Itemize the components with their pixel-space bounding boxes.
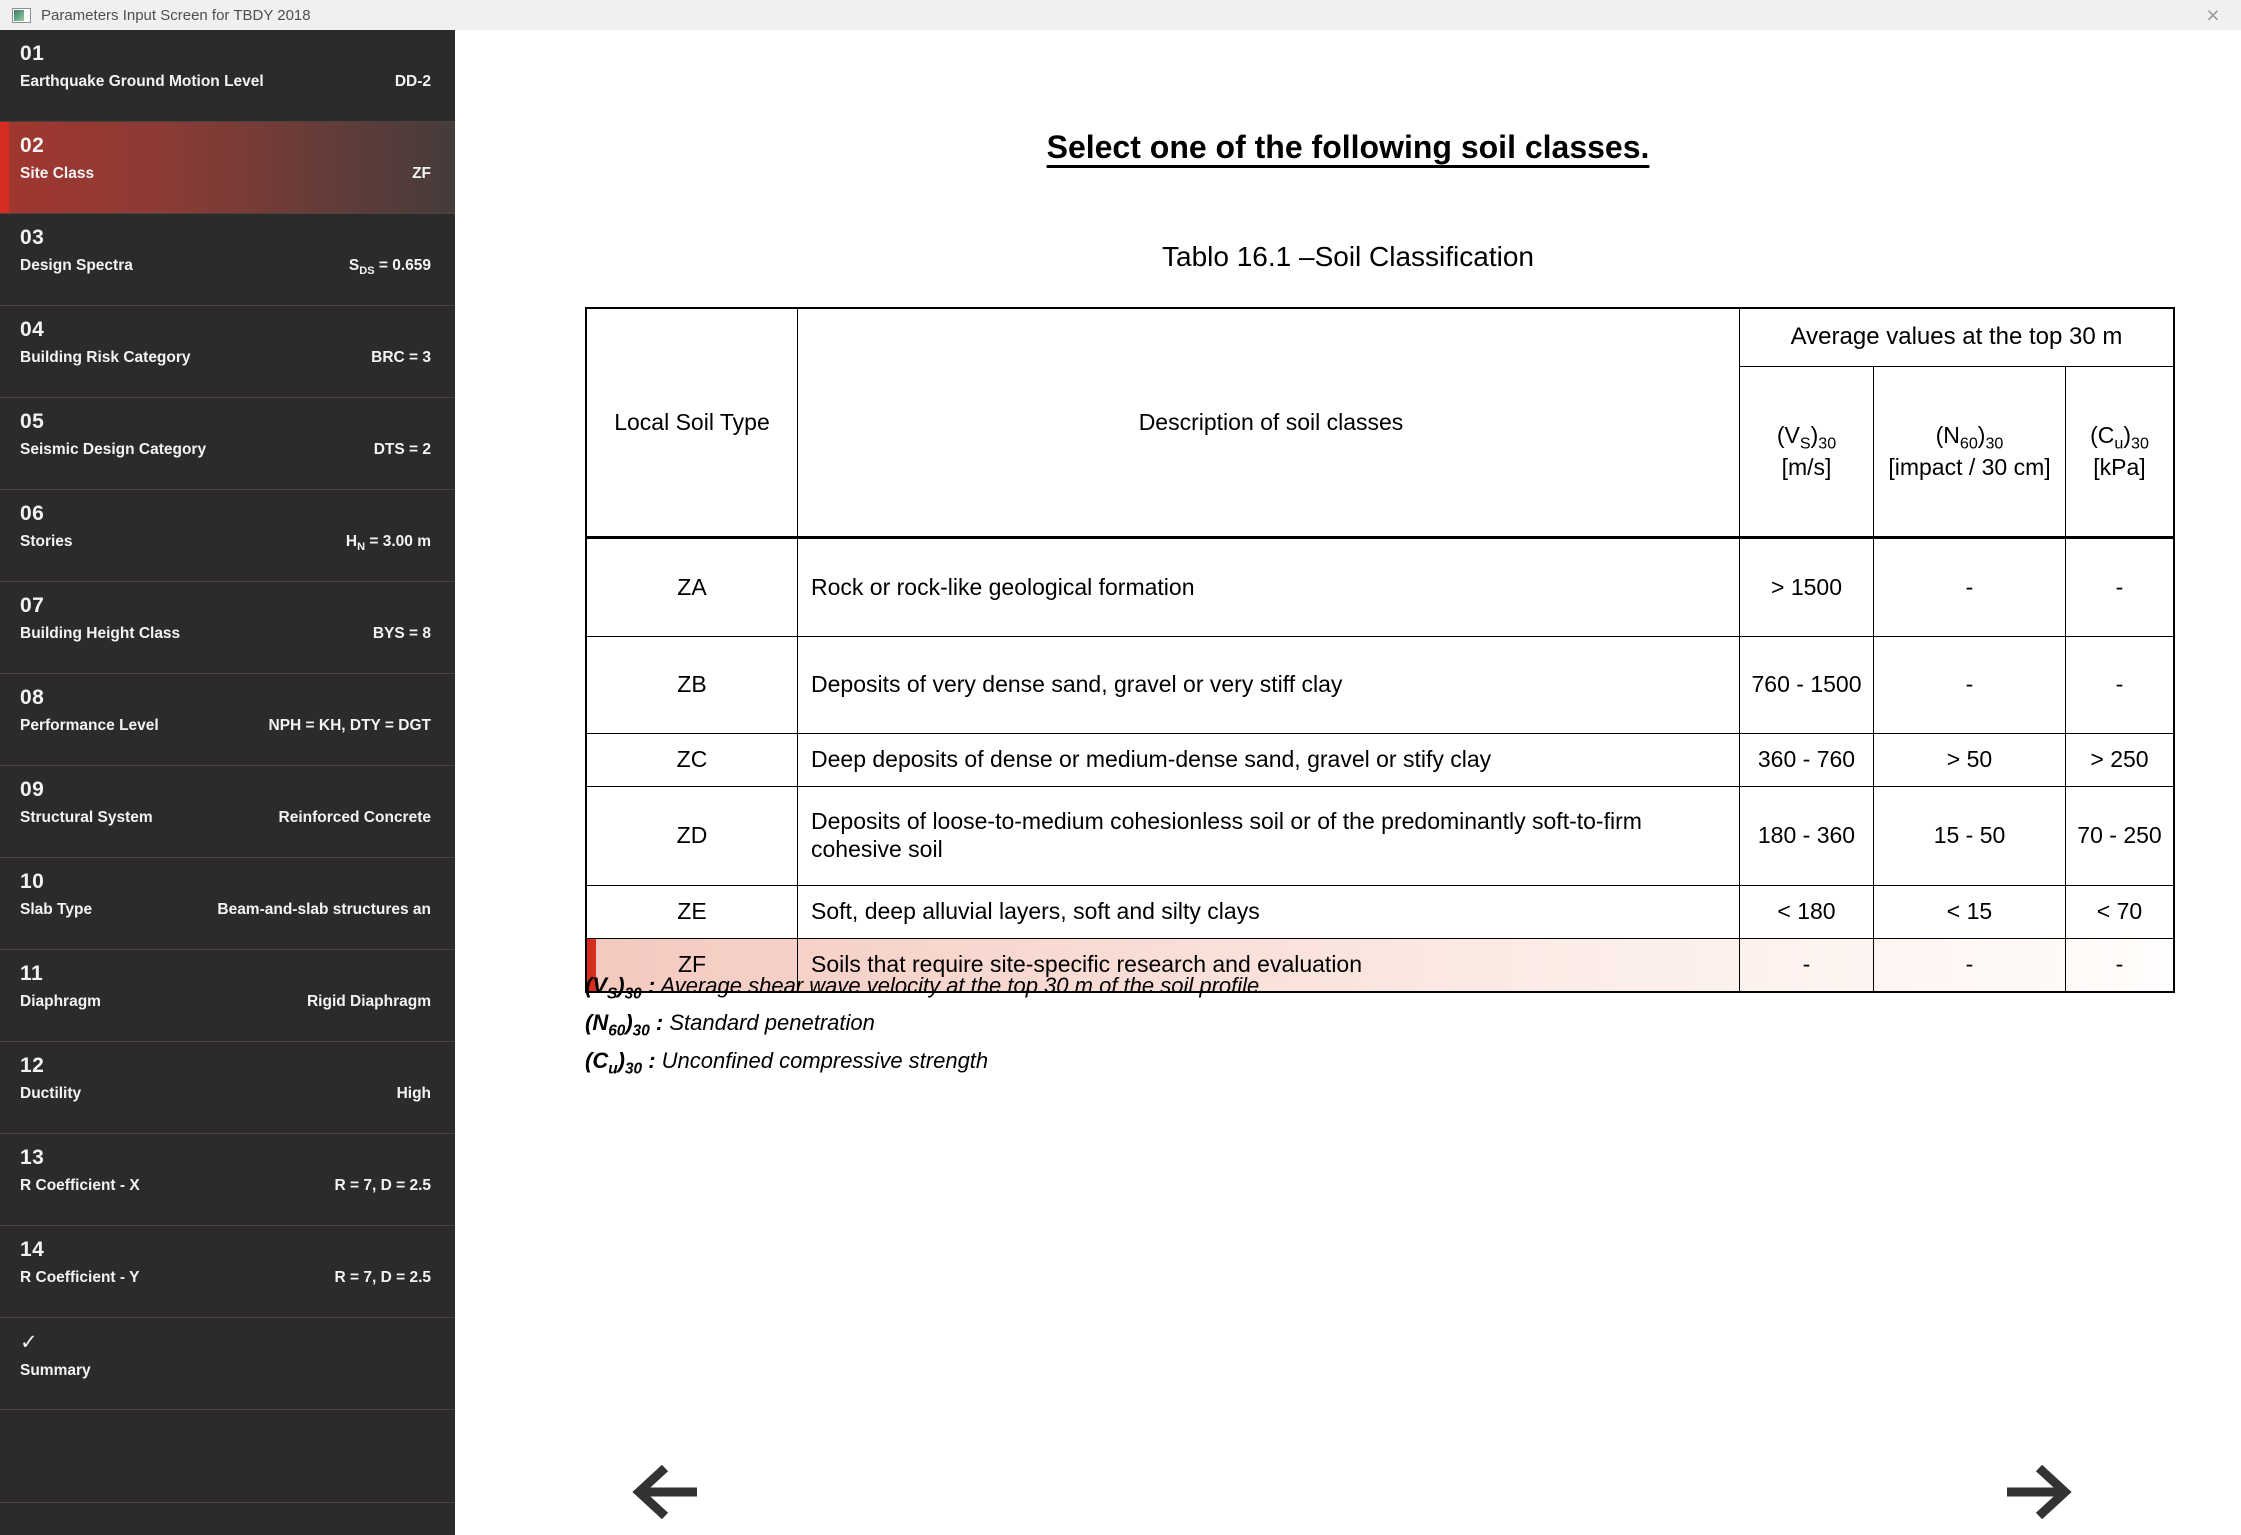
vs30-value-cell: 180 - 360 <box>1740 787 1874 886</box>
soil-description-cell: Deposits of very dense sand, gravel or very stiff clay <box>798 637 1740 734</box>
step-value: $S_{DS} = 0.659$ <box>348 257 431 278</box>
cu30-value-cell: - <box>2066 939 2175 993</box>
selected-indicator <box>0 122 9 213</box>
step-value: $H_N = 3.00$ m <box>345 533 431 554</box>
step-value: High <box>396 1085 431 1102</box>
cu30-value-cell: > 250 <box>2066 734 2175 787</box>
step-value: NPH = KH, DTY = DGT <box>268 717 431 734</box>
soil-classification-table <box>585 307 2175 993</box>
sidebar-item-seismic-design-category[interactable] <box>0 398 455 490</box>
next-button[interactable] <box>2005 1462 2077 1522</box>
content-area <box>455 30 2241 1535</box>
step-label: Building Risk Category <box>20 349 191 366</box>
sidebar-item-summary[interactable] <box>0 1318 455 1410</box>
step-value: ZF <box>412 165 431 182</box>
step-value: BRC = 3 <box>371 349 431 366</box>
soil-type-cell: ZD <box>586 787 798 886</box>
soil-class-row-zc[interactable] <box>586 734 2174 787</box>
soil-description-cell: Soils that require site-specific research and evaluation <box>798 939 1740 993</box>
soil-type-cell: ZF <box>586 939 798 993</box>
footnote-cu30 <box>585 1048 1259 1078</box>
soil-class-row-za[interactable] <box>586 538 2174 637</box>
n60-value-cell: > 50 <box>1874 734 2066 787</box>
column-header-n60-30: $(N_{60})_{30}$ [impact / 30 cm] <box>1874 367 2066 538</box>
footnote-text: Unconfined compressive strength <box>661 1047 989 1073</box>
step-label: Slab Type <box>20 901 93 918</box>
column-header-vs30: $(V_S)_{30}$ [m/s] <box>1740 367 1874 538</box>
step-label: Earthquake Ground Motion Level <box>20 73 264 90</box>
step-number: 13 <box>20 1146 45 1169</box>
cu30-value-cell: - <box>2066 637 2175 734</box>
step-value: R = 7, D = 2.5 <box>334 1177 431 1194</box>
footnote-symbol: $(V_S)_{30}$ : <box>585 973 656 1003</box>
step-label: Performance Level <box>20 717 159 734</box>
vs30-value-cell: 760 - 1500 <box>1740 637 1874 734</box>
n60-value-cell: < 15 <box>1874 886 2066 939</box>
table-caption: Tablo 16.1 –Soil Classification <box>1162 241 1534 272</box>
step-number: 06 <box>20 502 45 525</box>
soil-type-cell: ZE <box>586 886 798 939</box>
step-number: 09 <box>20 778 45 801</box>
sidebar-item-ductility[interactable] <box>0 1042 455 1134</box>
column-group-header-average-values: Average values at the top 30 m <box>1740 308 2175 367</box>
window-title: Parameters Input Screen for TBDY 2018 <box>41 6 311 24</box>
soil-class-row-zd[interactable] <box>586 787 2174 886</box>
cu30-value-cell: < 70 <box>2066 886 2175 939</box>
page-title: Select one of the following soil classes. <box>1046 129 1650 165</box>
table-footnotes <box>585 973 1259 1085</box>
sidebar-empty-slot <box>0 1410 455 1503</box>
close-window-button[interactable]: × <box>2206 1 2220 28</box>
sidebar-item-slab-type[interactable] <box>0 858 455 950</box>
n60-value-cell: 15 - 50 <box>1874 787 2066 886</box>
step-value: Beam-and-slab structures an <box>217 901 431 918</box>
soil-description-cell: Rock or rock-like geological formation <box>798 538 1740 637</box>
step-label: Stories <box>20 533 73 550</box>
sidebar-item-r-coefficient-x[interactable] <box>0 1134 455 1226</box>
sidebar-item-earthquake-ground-motion-level[interactable] <box>0 30 455 122</box>
step-value: R = 7, D = 2.5 <box>334 1269 431 1286</box>
step-number: 04 <box>20 318 45 341</box>
soil-type-cell: ZC <box>586 734 798 787</box>
step-label: Structural System <box>20 809 153 826</box>
soil-type-cell: ZA <box>586 538 798 637</box>
sidebar-item-building-risk-category[interactable] <box>0 306 455 398</box>
back-button[interactable] <box>627 1462 699 1522</box>
step-value: DD-2 <box>394 73 431 90</box>
checkmark-icon: ✓ <box>20 1331 39 1354</box>
step-number: 10 <box>20 870 45 893</box>
step-label: Seismic Design Category <box>20 441 207 458</box>
vs30-value-cell: 360 - 760 <box>1740 734 1874 787</box>
step-number: 01 <box>20 42 45 65</box>
sidebar-item-structural-system[interactable] <box>0 766 455 858</box>
footnote-vs30 <box>585 973 1259 1003</box>
step-number: 08 <box>20 686 45 709</box>
footnote-symbol: $(C_u)_{30}$ : <box>585 1047 656 1078</box>
soil-description-cell: Soft, deep alluvial layers, soft and silty clays <box>798 886 1740 939</box>
step-label: R Coefficient - X <box>20 1177 140 1194</box>
step-number: 03 <box>20 226 45 249</box>
sidebar-item-design-spectra[interactable] <box>0 214 455 306</box>
cu30-value-cell: 70 - 250 <box>2066 787 2175 886</box>
sidebar-item-stories[interactable] <box>0 490 455 582</box>
step-label: R Coefficient - Y <box>20 1269 140 1286</box>
step-number: 02 <box>20 134 45 157</box>
step-number: 12 <box>20 1054 45 1077</box>
sidebar-item-site-class[interactable] <box>0 122 455 214</box>
right-arrow-icon <box>2005 1462 2077 1522</box>
step-label: Design Spectra <box>20 257 133 274</box>
step-label: Ductility <box>20 1085 82 1102</box>
step-label: Building Height Class <box>20 625 181 642</box>
footnote-n60 <box>585 1010 1259 1040</box>
step-label: Summary <box>20 1362 91 1379</box>
step-label: Site Class <box>20 165 95 182</box>
step-number: 14 <box>20 1238 45 1261</box>
window-title-bar <box>0 0 2241 30</box>
step-number: 11 <box>20 962 44 985</box>
steps-sidebar <box>0 30 455 1535</box>
vs30-value-cell: < 180 <box>1740 886 1874 939</box>
soil-class-row-zb[interactable] <box>586 637 2174 734</box>
app-window-icon <box>12 8 31 23</box>
soil-class-row-ze[interactable] <box>586 886 2174 939</box>
n60-value-cell: - <box>1874 538 2066 637</box>
step-value: BYS = 8 <box>372 625 431 642</box>
column-header-cu30: $(C_u)_{30}$ [kPa] <box>2066 367 2175 538</box>
step-number: 07 <box>20 594 45 617</box>
step-number: 05 <box>20 410 45 433</box>
step-label: Diaphragm <box>20 993 101 1010</box>
step-value: Rigid Diaphragm <box>306 993 431 1010</box>
cu30-value-cell: - <box>2066 538 2175 637</box>
n60-value-cell: - <box>1874 939 2066 993</box>
sidebar-item-diaphragm[interactable] <box>0 950 455 1042</box>
soil-type-cell: ZB <box>586 637 798 734</box>
footnote-symbol: $(N_{60})_{30}$ : <box>585 1010 664 1040</box>
column-header-description: Description of soil classes <box>798 308 1740 538</box>
vs30-value-cell: - <box>1740 939 1874 993</box>
footnote-text: Average shear wave velocity at the top 30 m of the soil profile <box>660 973 1260 998</box>
sidebar-item-r-coefficient-y[interactable] <box>0 1226 455 1318</box>
step-value: DTS = 2 <box>373 441 431 458</box>
soil-description-cell: Deposits of loose-to-medium cohesionless soil or of the predominantly soft-to-firm cohesive soil <box>798 787 1740 886</box>
vs30-value-cell: > 1500 <box>1740 538 1874 637</box>
column-header-local-soil-type: Local Soil Type <box>586 308 798 538</box>
sidebar-item-building-height-class[interactable] <box>0 582 455 674</box>
footnote-text: Standard penetration <box>669 1010 875 1036</box>
sidebar-item-performance-level[interactable] <box>0 674 455 766</box>
left-arrow-icon <box>627 1462 699 1522</box>
step-value: Reinforced Concrete <box>278 809 431 826</box>
table-header-row-1 <box>586 308 2174 367</box>
soil-description-cell: Deep deposits of dense or medium-dense sand, gravel or stify clay <box>798 734 1740 787</box>
n60-value-cell: - <box>1874 637 2066 734</box>
